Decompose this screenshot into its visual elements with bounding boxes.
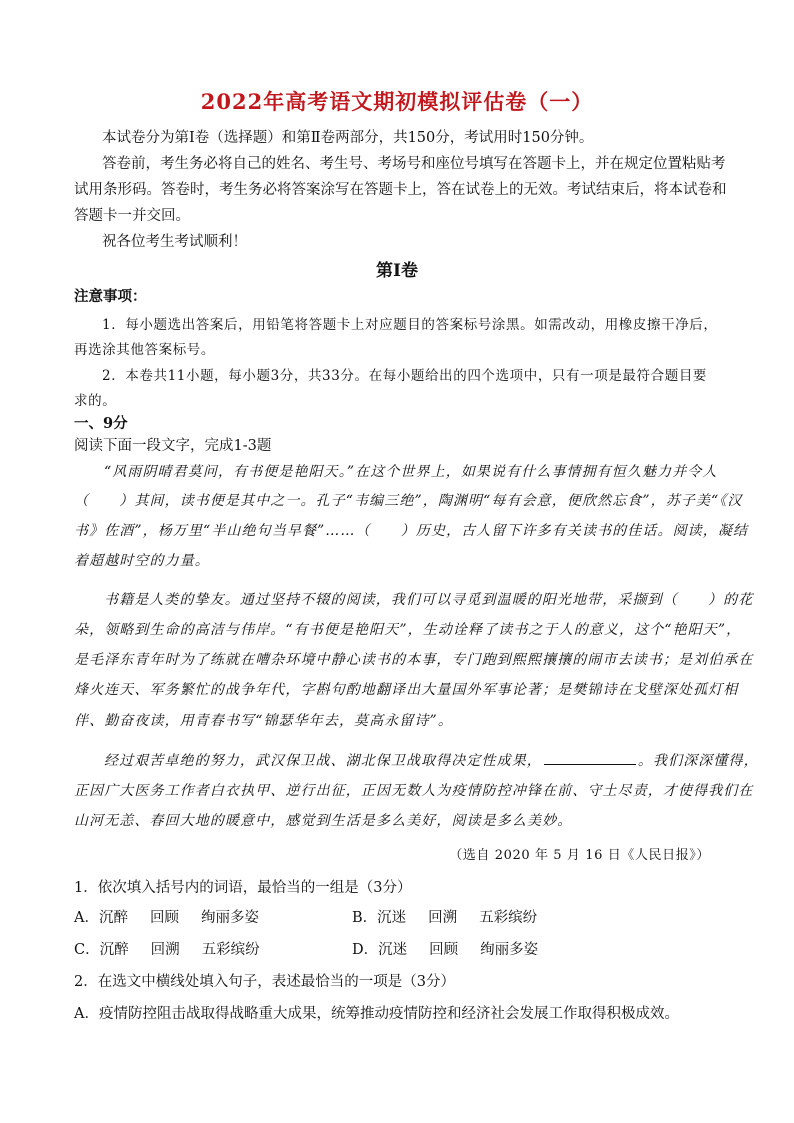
passage-line-8: 烽火连天、军务繁忙的战争年代，字斟句酌地翻译出大量国外军事论著；是樊锦诗在戈壁深处孤灯相 (74, 682, 739, 698)
section-title: 第Ⅰ卷 (376, 261, 418, 281)
q1-option-b-word3: 五彩缤纷 (479, 910, 538, 926)
q1-option-b-word2: 回溯 (428, 910, 458, 926)
q1-option-c[interactable] (74, 938, 260, 959)
notice-heading: 注意事项： (74, 288, 147, 305)
passage-line-6: 朵，领略到生命的高洁与伟岸。“有书便是艳阳天”，生动诠释了读书之于人的意义，这个“艳阳天”， (74, 622, 742, 638)
intro-line-2: 答卷前，考生务必将自己的姓名、考生号、考场号和座位号填写在答题卡上，并在规定位置粘贴考 (102, 156, 726, 172)
passage-source: （选自 2020 年 5 月 16 日《人民日报》） (449, 848, 710, 863)
intro-line-4: 答题卡一并交回。 (74, 208, 190, 224)
passage-line-9: 伴、勤奋夜读，用青春书写“锦瑟华年去，莫高永留诗”。 (74, 713, 453, 729)
passage-line-10-text: 经过艰苦卓绝的努力，武汉保卫战、湖北保卫战取得决定性成果， (104, 753, 542, 769)
passage-line-10 (104, 750, 759, 770)
notice-line-4: 求的。 (74, 393, 117, 409)
q1-option-a[interactable] (74, 906, 259, 927)
passage-line-10-tail: 。我们深深懂得， (637, 753, 759, 769)
exam-title: 2022年高考语文期初模拟评估卷（一） (200, 89, 594, 114)
q1-option-a-word2: 回顾 (149, 910, 179, 926)
intro-line-5: 祝各位考生考试顺利！ (102, 234, 247, 250)
intro-line-3: 试用条形码。答卷时，考生务必将答案涂写在答题卡上，答在试卷上的无效。考试结束后，将本试卷和 (74, 182, 727, 198)
q1-stem: 1．依次填入括号内的词语，最恰当的一组是（3分） (74, 880, 412, 896)
passage-line-7: 是毛泽东青年时为了练就在嘈杂环境中静心读书的本事，专门跑到熙熙攘攘的闹市去读书；是刘伯承在 (74, 652, 754, 668)
passage-line-5: 书籍是人类的挚友。通过坚持不辍的阅读，我们可以寻觅到温暖的阳光地带，采撷到（ ）的花 (104, 592, 754, 608)
passage-line-2: （ ）其间，读书便是其中之一。孔子“韦编三绝”，陶渊明“每有会意，便欣然忘食”，苏子美“《汉 (74, 493, 743, 509)
q1-option-a-label: A．沉醉 (74, 910, 128, 926)
q1-option-b[interactable] (352, 906, 537, 927)
q1-option-c-label: C．沉醉 (74, 942, 129, 958)
q1-option-c-word3: 五彩缤纷 (201, 942, 260, 958)
passage-line-1: “风雨阴晴君莫问，有书便是艳阳天。”在这个世界上，如果说有什么事情拥有恒久魅力并令人 (104, 464, 718, 480)
passage-line-3: 书》佐酒”，杨万里“半山绝句当早餐”……（ ）历史，古人留下许多有关读书的佳话。阅读，凝结 (74, 523, 749, 539)
q2-stem: 2．在选文中横线处填入句子，表述最恰当的一项是（3分） (74, 974, 455, 990)
notice-line-1: 1．每小题选出答案后，用铅笔将答题卡上对应题目的答案标号涂黑。如需改动，用橡皮擦干净后， (102, 317, 718, 333)
notice-line-3: 2．本卷共11小题，每小题3分，共33分。在每小题给出的四个选项中，只有一项是最符合题目要 (102, 368, 708, 384)
q1-option-b-label: B．沉迷 (352, 910, 407, 926)
q1-option-a-word3: 绚丽多姿 (200, 910, 259, 926)
q1-option-d-label: D．沉迷 (352, 942, 408, 958)
part-heading: 一、9分 (74, 415, 128, 432)
q1-option-d[interactable] (352, 938, 538, 959)
notice-line-2: 再选涂其他答案标号。 (74, 342, 215, 358)
fill-blank-line (544, 750, 636, 765)
q1-option-d-word2: 回顾 (429, 942, 459, 958)
passage-line-12: 山河无恙、春回大地的暖意中，感觉到生活是多么美好，阅读是多么美妙。 (74, 813, 573, 829)
q2-option-a[interactable]: A．疫情防控阻击战取得战略重大成果，统筹推动疫情防控和经济社会发展工作取得积极成效。 (74, 1006, 679, 1022)
passage-line-4: 着超越时空的力量。 (74, 553, 210, 569)
reading-instruction: 阅读下面一段文字，完成1-3题 (74, 438, 272, 454)
q1-option-d-word3: 绚丽多姿 (480, 942, 539, 958)
q1-option-c-word2: 回溯 (150, 942, 180, 958)
intro-line-1: 本试卷分为第Ⅰ卷（选择题）和第Ⅱ卷两部分，共150分，考试用时150分钟。 (102, 130, 594, 146)
passage-line-11: 正因广大医务工作者白衣执甲、逆行出征，正因无数人为疫情防控冲锋在前、守土尽责，才使得我们在 (74, 783, 754, 799)
